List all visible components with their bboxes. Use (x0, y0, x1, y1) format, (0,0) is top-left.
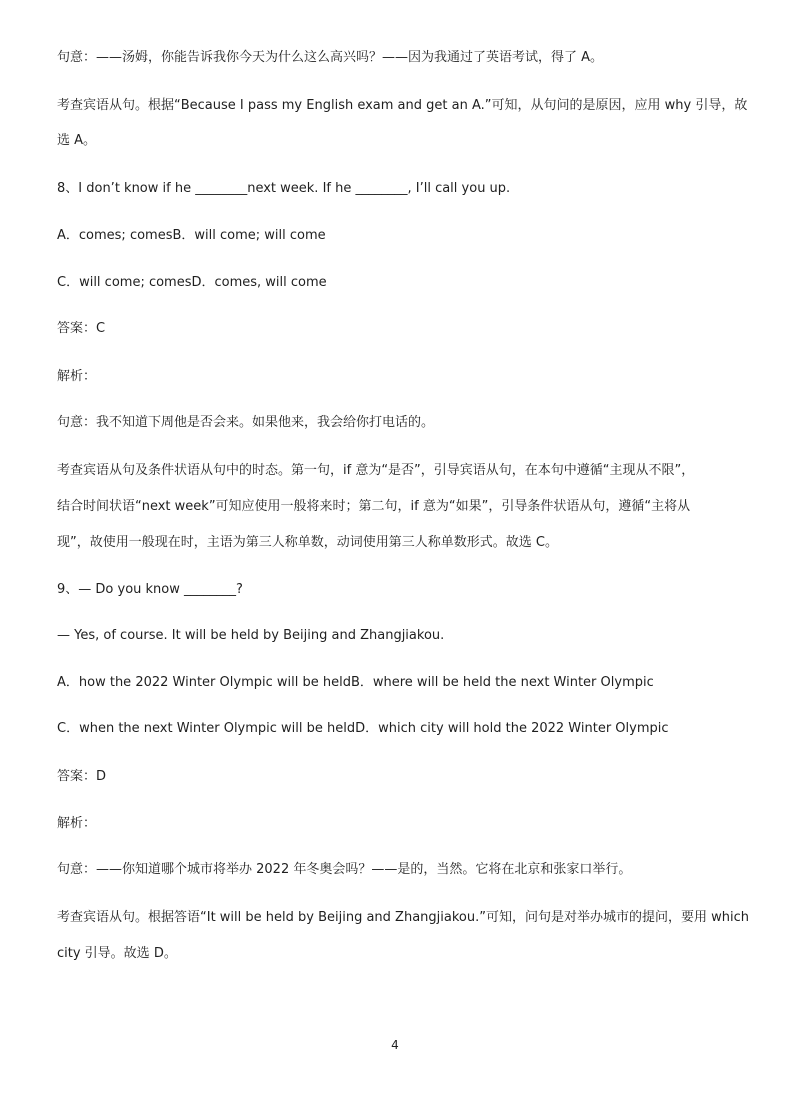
question-9-answer: 答案：D (57, 769, 107, 784)
question-8-analysis-line-2: 结合时间状语“next week”可知应使用一般将来时；第二句，if 意为“如果”，引导条件状语从句，遵循“主将从 (57, 499, 691, 514)
text-line-analysis-7a: 考查宾语从句。根据“Because I pass my English exam and get an A.”可知，从句问的是原因，应用 why 引导，故 (57, 98, 748, 113)
question-9-analysis-line-2: city 引导。故选 D。 (57, 946, 177, 961)
question-9-options-ab: A．how the 2022 Winter Olympic will be heldB．where will be held the next Winter Olympic (57, 675, 654, 690)
page-number: 4 (391, 1038, 399, 1052)
question-8-analysis-line-1: 考查宾语从句及条件状语从句中的时态。第一句，if 意为“是否”，引导宾语从句，在本句中遵循“主现从不限”， (57, 463, 695, 478)
question-8-sentence-meaning: 句意：我不知道下周他是否会来。如果他来，我会给你打电话的。 (57, 415, 435, 430)
question-9-analysis-line-1: 考查宾语从句。根据答语“It will be held by Beijing and Zhangjiakou.”可知，问句是对举办城市的提问，要用 which (57, 910, 749, 925)
question-9-analysis-label: 解析： (57, 816, 97, 831)
question-8-answer: 答案：C (57, 321, 106, 336)
question-8-analysis-label: 解析： (57, 369, 97, 384)
question-8-analysis-line-3: 现”，故使用一般现在时，主语为第三人称单数，动词使用第三人称单数形式。故选 C。 (57, 535, 558, 550)
question-9-stem: 9、— Do you know ________? (57, 582, 243, 597)
question-8-options-ab: A．comes; comesB．will come; will come (57, 228, 326, 243)
question-9-options-cd: C．when the next Winter Olympic will be heldD．which city will hold the 2022 Winter Olympic (57, 721, 669, 736)
question-8-stem: 8、I don’t know if he ________next week. If he ________, I’ll call you up. (57, 181, 511, 196)
text-line-sentence-meaning-7: 句意：——汤姆，你能告诉我你今天为什么这么高兴吗？——因为我通过了英语考试，得了 A。 (57, 50, 604, 65)
question-9-reply: — Yes, of course. It will be held by Beijing and Zhangjiakou. (57, 628, 445, 643)
text-line-analysis-7b: 选 A。 (57, 133, 97, 148)
question-9-sentence-meaning: 句意：——你知道哪个城市将举办 2022 年冬奥会吗？——是的，当然。它将在北京和张家口举行。 (57, 862, 632, 877)
question-8-options-cd: C．will come; comesD．comes, will come (57, 275, 327, 290)
